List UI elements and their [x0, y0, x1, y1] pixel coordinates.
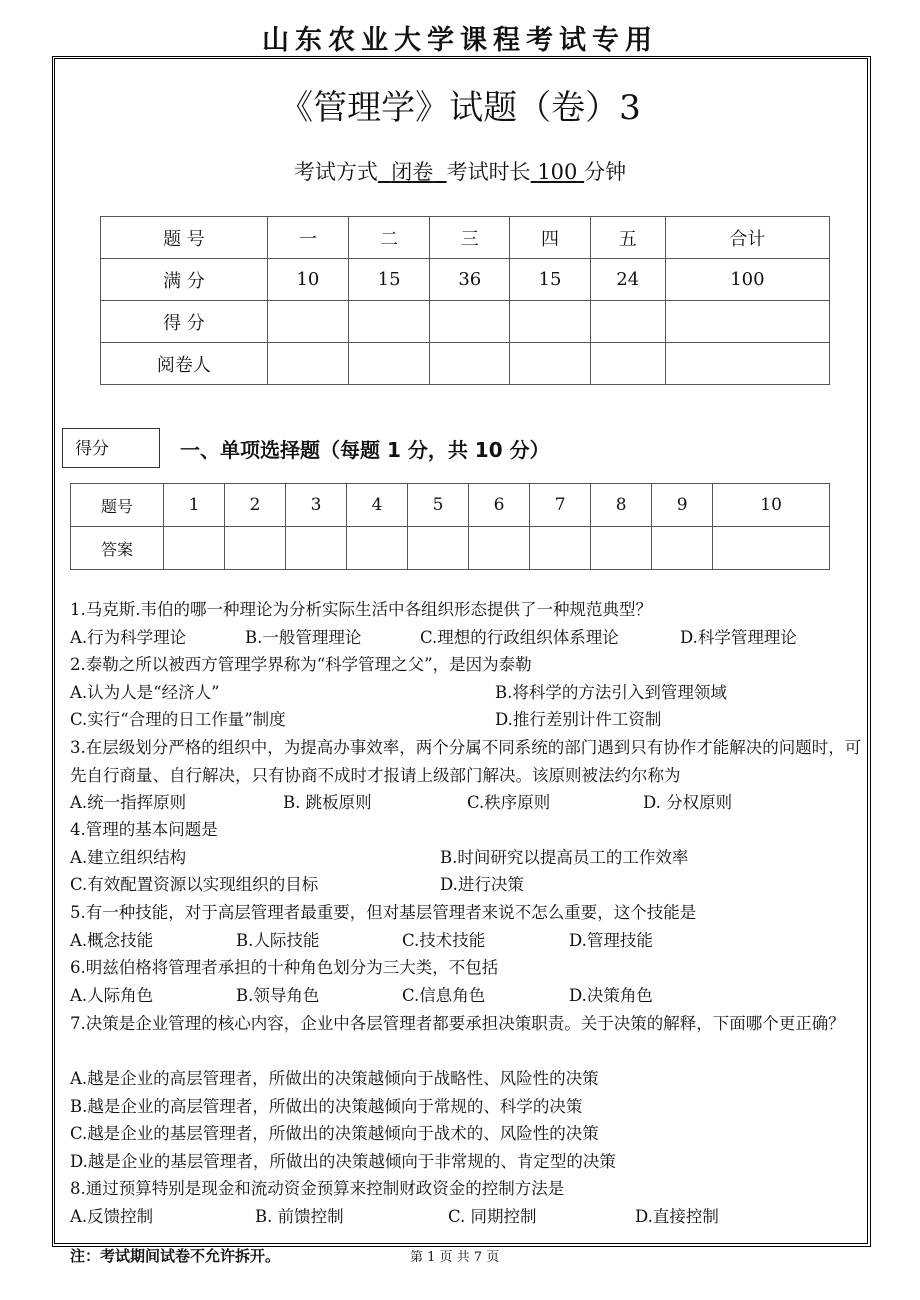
- option-b: B.领导角色: [236, 985, 320, 1005]
- option-d: D.推行差别计件工资制: [495, 710, 662, 729]
- score-cell: [590, 343, 665, 385]
- option-c: C.有效配置资源以实现组织的目标: [70, 875, 319, 894]
- option-b: B.越是企业的高层管理者，所做出的决策越倾向于常规的、科学的决策: [70, 1096, 583, 1116]
- exam-duration-value: 100: [537, 160, 578, 184]
- score-cell: 三: [430, 217, 510, 259]
- university-header: 山东农业大学课程考试专用: [262, 25, 658, 56]
- score-cell: [430, 343, 510, 385]
- answer-table: [70, 483, 830, 570]
- score-table: [100, 216, 830, 385]
- page-number: 第 1 页 共 7 页: [410, 1250, 500, 1265]
- answer-cell[interactable]: [164, 527, 225, 570]
- answer-cell[interactable]: [652, 527, 713, 570]
- question-text: 1.马克斯.韦伯的哪一种理论为分析实际生活中各组织形态提供了一种规范典型？: [70, 600, 652, 619]
- answer-cell[interactable]: [286, 527, 347, 570]
- answer-cell[interactable]: [713, 527, 830, 570]
- score-cell: [349, 343, 430, 385]
- score-cell: [590, 301, 665, 343]
- row-label: 满 分: [101, 259, 268, 301]
- duration-label: 考试时长: [446, 160, 531, 184]
- score-cell: [267, 301, 348, 343]
- row-label: 答案: [71, 527, 164, 570]
- row-label: 题 号: [101, 217, 268, 259]
- question-number: 1: [164, 484, 225, 527]
- score-cell: 一: [267, 217, 348, 259]
- question-number: 3: [286, 484, 347, 527]
- score-cell: 15: [349, 259, 430, 301]
- option-a: A.概念技能: [70, 930, 154, 950]
- question-number: 7: [530, 484, 591, 527]
- score-cell: 合计: [665, 217, 829, 259]
- option-a: A.建立组织结构: [70, 847, 187, 867]
- score-table-row: [101, 217, 830, 259]
- score-cell: [349, 301, 430, 343]
- question-number: 2: [225, 484, 286, 527]
- answer-cell[interactable]: [408, 527, 469, 570]
- score-cell: 二: [349, 217, 430, 259]
- exam-mode: [378, 160, 447, 184]
- option-a: A.统一指挥原则: [70, 793, 187, 812]
- option-d: D.直接控制: [635, 1206, 719, 1226]
- question-text: 3.在层级划分严格的组织中，为提高办事效率，两个分属不同系统的部门遇到只有协作才能解决的问题时，可先自行商量、自行解决，只有协商不成时才报请上级部门解决。该原则被法约尔称为: [70, 738, 862, 785]
- option-a: A.认为人是“经济人”: [70, 682, 220, 702]
- answer-cell[interactable]: [469, 527, 530, 570]
- option-a: A.人际角色: [70, 985, 154, 1005]
- score-cell: [665, 301, 829, 343]
- score-cell: 36: [430, 259, 510, 301]
- row-label: 题号: [71, 484, 164, 527]
- question-number: 9: [652, 484, 713, 527]
- question-text: 7.决策是企业管理的核心内容，企业中各层管理者都要承担决策职责。关于决策的解释，下面哪个更正确？: [70, 1014, 845, 1033]
- question-text: 8.通过预算特别是现金和流动资金预算来控制财政资金的控制方法是: [70, 1179, 565, 1198]
- answer-cell[interactable]: [530, 527, 591, 570]
- option-d: D.越是企业的基层管理者，所做出的决策越倾向于非常规的、肯定型的决策: [70, 1151, 616, 1171]
- option-c: C.技术技能: [402, 930, 486, 950]
- question-text: 6.明兹伯格将管理者承担的十种角色划分为三大类，不包括: [70, 958, 499, 977]
- option-b: B. 跳板原则: [283, 793, 372, 812]
- option-c: C.理想的行政组织体系理论: [420, 627, 619, 647]
- row-label: 得 分: [101, 301, 268, 343]
- row-label: 阅卷人: [101, 343, 268, 385]
- score-cell: [510, 301, 590, 343]
- option-d: D.科学管理理论: [680, 627, 797, 647]
- question-number: 5: [408, 484, 469, 527]
- option-d: D.管理技能: [569, 930, 653, 950]
- section-score-box: 得分: [62, 428, 160, 468]
- option-b: B. 前馈控制: [255, 1206, 344, 1226]
- duration-unit: 分钟: [584, 160, 627, 184]
- score-cell: 五: [590, 217, 665, 259]
- answer-table-row: [71, 527, 830, 570]
- question-text: 5.有一种技能，对于高层管理者最重要，但对基层管理者来说不怎么重要，这个技能是: [70, 903, 697, 922]
- question-number: 10: [713, 484, 830, 527]
- option-a: A.越是企业的高层管理者，所做出的决策越倾向于战略性、风险性的决策: [70, 1069, 599, 1088]
- section-heading: 一、单项选择题（每题 1 分，共 10 分）: [180, 438, 550, 462]
- question-number: 8: [591, 484, 652, 527]
- exam-duration: [531, 160, 584, 184]
- score-cell: [430, 301, 510, 343]
- option-c: C.越是企业的基层管理者，所做出的决策越倾向于战术的、风险性的决策: [70, 1124, 599, 1143]
- answer-cell[interactable]: [591, 527, 652, 570]
- option-a: A.反馈控制: [70, 1206, 154, 1226]
- question-number: 4: [347, 484, 408, 527]
- question-text: 4.管理的基本问题是: [70, 820, 218, 839]
- option-d: D.决策角色: [569, 985, 653, 1005]
- answer-table-row: [71, 484, 830, 527]
- score-cell: [267, 343, 348, 385]
- exam-title: 《管理学》试题（卷）3: [279, 88, 641, 128]
- score-cell: 四: [510, 217, 590, 259]
- score-table-row: [101, 301, 830, 343]
- score-cell: 15: [510, 259, 590, 301]
- exam-meta: [0, 156, 920, 186]
- question-number: 6: [469, 484, 530, 527]
- score-cell: 100: [665, 259, 829, 301]
- option-a: A.行为科学理论: [70, 627, 187, 647]
- score-cell: [665, 343, 829, 385]
- score-cell: 10: [267, 259, 348, 301]
- mode-label: 考试方式: [293, 160, 378, 184]
- question-text: 2.泰勒之所以被西方管理学界称为“科学管理之父”，是因为泰勒: [70, 655, 532, 674]
- option-b: B.将科学的方法引入到管理领域: [495, 682, 727, 702]
- option-b: B.人际技能: [236, 930, 320, 950]
- score-cell: 24: [590, 259, 665, 301]
- option-c: C.实行“合理的日工作量”制度: [70, 710, 286, 729]
- option-b: B.一般管理理论: [245, 627, 362, 647]
- option-c: C. 同期控制: [448, 1206, 537, 1226]
- footer-note: 注：考试期间试卷不允许拆开。: [70, 1247, 281, 1265]
- score-table-row: [101, 259, 830, 301]
- score-table-row: [101, 343, 830, 385]
- exam-mode-value: 闭卷: [391, 160, 434, 184]
- answer-cell[interactable]: [225, 527, 286, 570]
- option-d: D.进行决策: [440, 875, 524, 894]
- answer-cell[interactable]: [347, 527, 408, 570]
- option-d: D. 分权原则: [643, 793, 733, 812]
- score-cell: [510, 343, 590, 385]
- option-c: C.秩序原则: [467, 793, 551, 812]
- option-b: B.时间研究以提高员工的工作效率: [440, 847, 689, 867]
- option-c: C.信息角色: [402, 985, 486, 1005]
